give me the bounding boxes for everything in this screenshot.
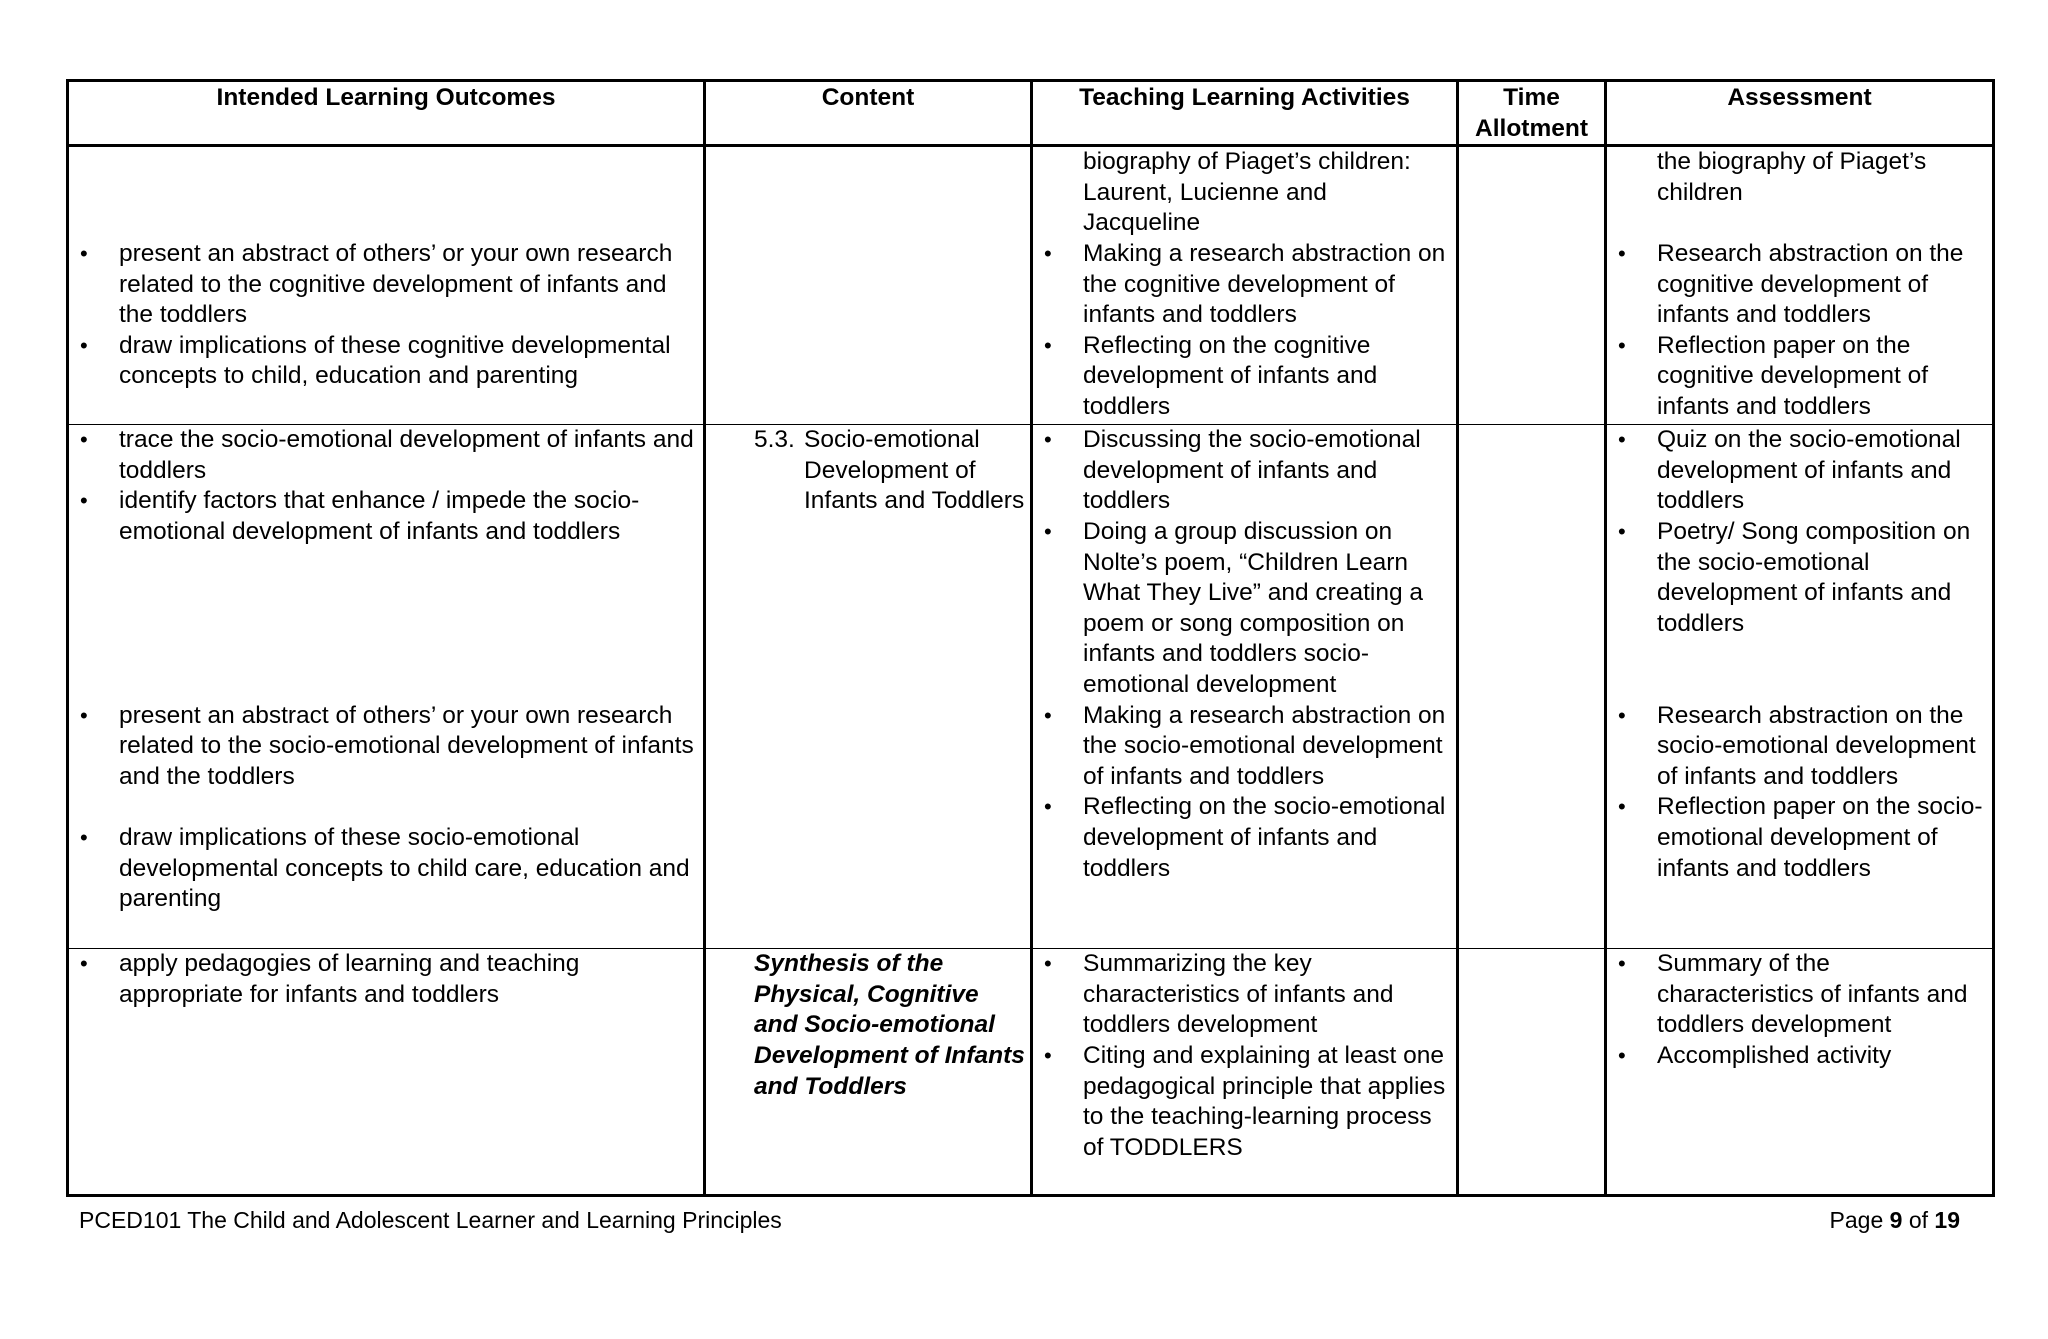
list-item: • Doing a group discussion on Nolte’s poem, “Children Learn What They Live” and creating a poem or song composition on infants and toddlers socio-emotional development	[1033, 517, 1456, 701]
page-total: 19	[1934, 1207, 1960, 1233]
tla-cell	[1032, 949, 1458, 1196]
content-topic: Synthesis of the Physical, Cognitive and Socio-emotional Development of Infants and Toddlers	[754, 950, 1025, 1100]
of-word: of	[1908, 1207, 1929, 1233]
content-cell	[705, 949, 1032, 1196]
time-cell	[1458, 949, 1606, 1196]
list-item: • Reflecting on the socio-emotional development of infants and toddlers	[1033, 792, 1456, 884]
content-topic: Socio-emotional Development of Infants and Toddlers	[804, 426, 1025, 515]
syllabus-table	[66, 79, 1995, 1197]
header-row	[68, 81, 1994, 146]
content-cell	[705, 425, 1032, 949]
list-item: • draw implications of these cognitive developmental concepts to child, education and parenting	[69, 331, 703, 392]
list-item: • Summarizing the key characteristics of infants and toddlers development	[1033, 949, 1456, 1041]
ilo-cell	[68, 146, 705, 425]
assessment-cell	[1606, 949, 1994, 1196]
list-item: • Reflecting on the cognitive development of infants and toddlers	[1033, 331, 1456, 423]
table-row	[68, 146, 1994, 425]
list-item: • Quiz on the socio-emotional development of infants and toddlers	[1607, 425, 1992, 517]
page-current: 9	[1889, 1207, 1903, 1233]
footer-course-title: PCED101 The Child and Adolescent Learner and Learning Principles	[79, 1207, 782, 1233]
list-item-continued: the biography of Piaget’s children	[1657, 148, 1927, 206]
time-cell	[1458, 425, 1606, 949]
list-item: • Accomplished activity	[1607, 1041, 1992, 1072]
list-item: • present an abstract of others’ or your own research related to the cognitive development of infants and the toddlers	[69, 239, 703, 331]
list-item: • trace the socio-emotional development of infants and toddlers	[69, 425, 703, 486]
list-item: • Reflection paper on the cognitive development of infants and toddlers	[1607, 331, 1992, 423]
assessment-cell	[1606, 146, 1994, 425]
list-item: • present an abstract of others’ or your own research related to the socio-emotional development of infants and the toddlers	[69, 701, 703, 793]
content-cell	[705, 146, 1032, 425]
list-item: • apply pedagogies of learning and teaching appropriate for infants and toddlers	[69, 949, 703, 1010]
content-number: 5.3.	[754, 426, 795, 454]
list-item: • Research abstraction on the socio-emotional development of infants and toddlers	[1607, 701, 1992, 793]
list-item: • Making a research abstraction on the socio-emotional development of infants and toddlers	[1033, 701, 1456, 793]
header-content: Content	[705, 81, 1032, 146]
page-word: Page	[1829, 1207, 1884, 1233]
tla-cell	[1032, 425, 1458, 949]
ilo-cell	[68, 949, 705, 1196]
list-item: • Research abstraction on the cognitive development of infants and toddlers	[1607, 239, 1992, 331]
list-item: • Reflection paper on the socio-emotional development of infants and toddlers	[1607, 792, 1992, 884]
list-item: • Summary of the characteristics of infants and toddlers development	[1607, 949, 1992, 1041]
assessment-cell	[1606, 425, 1994, 949]
list-item: • Discussing the socio-emotional development of infants and toddlers	[1033, 425, 1456, 517]
list-item-continued: biography of Piaget’s children: Laurent, Lucienne and Jacqueline	[1083, 148, 1411, 237]
list-item: • Poetry/ Song composition on the socio-emotional development of infants and toddlers	[1607, 517, 1992, 639]
header-assessment: Assessment	[1606, 81, 1994, 146]
header-ilo: Intended Learning Outcomes	[68, 81, 705, 146]
list-item: • draw implications of these socio-emotional developmental concepts to child care, education and parenting	[69, 823, 703, 915]
table-row	[68, 949, 1994, 1196]
list-item: • Citing and explaining at least one pedagogical principle that applies to the teaching-learning process of TODDLERS	[1033, 1041, 1456, 1163]
time-cell	[1458, 146, 1606, 425]
tla-cell	[1032, 146, 1458, 425]
list-item: • identify factors that enhance / impede the socio-emotional development of infants and toddlers	[69, 486, 703, 547]
header-tla: Teaching Learning Activities	[1032, 81, 1458, 146]
header-time: Time Allotment	[1458, 81, 1606, 146]
ilo-cell	[68, 425, 705, 949]
list-item: • Making a research abstraction on the cognitive development of infants and toddlers	[1033, 239, 1456, 331]
footer-page-number	[1830, 1207, 1960, 1234]
table-row	[68, 425, 1994, 949]
